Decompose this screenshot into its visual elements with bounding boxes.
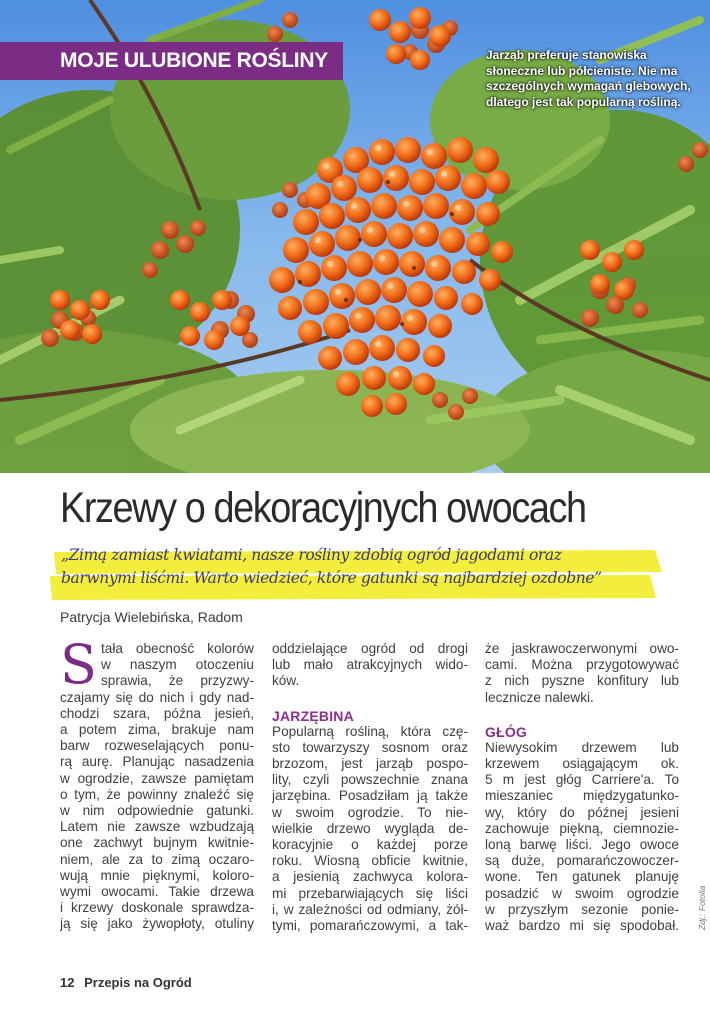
- text-line: i, w zależności od odmiany, żół-: [272, 901, 468, 917]
- text-line: Latem nie zawsze wzbudzają: [60, 819, 254, 835]
- text-line: brzozom, jest jarząb pospo-: [272, 756, 468, 772]
- text-line: o tym, że powinny znaleźć się: [60, 786, 254, 802]
- text-line: lub mało atrakcyjnych wido-: [272, 657, 468, 673]
- text-line: a potem zima, brakuje nam: [60, 722, 254, 738]
- text-line: loną barwę liści. Jego owoce: [485, 837, 679, 853]
- magazine-name: Przepis na Ogród: [84, 975, 192, 990]
- text-line: Niewysokim drzewem lub: [485, 739, 679, 755]
- text-line: ków.: [272, 673, 300, 689]
- text-line: i krzewy doskonale sprawdza-: [60, 900, 254, 916]
- page-footer: [60, 975, 192, 990]
- text-line: lity, czyli powszechnie znana: [272, 772, 468, 788]
- lead-line-1: „Zimą zamiast kwiatami, nasze rośliny zdobią ogród jagodami oraz: [61, 546, 562, 564]
- text-line: w ogrodzie, zawsze pamiętam: [60, 770, 254, 786]
- article-title: Krzewy o dekoracyjnych owocach: [60, 484, 586, 532]
- text-line: w nim odpowiednie gatunki.: [60, 803, 254, 819]
- text-line: sprawia, że przyzwy-: [101, 673, 254, 689]
- text-line: one zachwyt bujnym kwitnie-: [60, 835, 254, 851]
- text-line: w naszym otoczeniu: [101, 657, 254, 673]
- subheading-jarzebina: JARZĘBINA: [272, 707, 354, 724]
- text-line: wują mnie pięknymi, koloro-: [60, 867, 254, 883]
- column-3-text-top: [485, 641, 679, 706]
- column-3-text: [485, 740, 679, 934]
- text-line: cami. Można przygotowywać: [485, 657, 679, 673]
- article-column-2: [272, 641, 468, 934]
- text-line: są duże, pomarańczowoczer-: [485, 853, 679, 869]
- text-line: z nich pyszne konfitury lub: [485, 673, 679, 689]
- text-line: 5 m jest głóg Carriere'a. To: [485, 772, 679, 788]
- text-line: posadzić w swoim ogrodzie: [485, 885, 679, 901]
- text-line: roku. Wiosną obficie kwitnie,: [272, 853, 468, 869]
- text-line: Popularną rośliną, która czę-: [272, 723, 468, 739]
- text-line: mi przebarwiających się liści: [272, 885, 468, 901]
- article-column-3: [485, 641, 679, 934]
- lead-line-2: barwnymi liśćmi. Warto wiedzieć, które gatunki są najbardziej ozdobne”: [61, 569, 602, 587]
- column-2-text: [272, 724, 468, 935]
- drop-cap: S: [60, 633, 97, 696]
- photo-caption: Jarząb preferuje stanowiska słoneczne lub półcieniste. Nie ma szczególnych wymagań glebowych, dlatego jest tak popularną rośliną.: [486, 48, 691, 109]
- text-line: rą aurę. Planując nasadzenia: [60, 754, 254, 770]
- photo-credit: Zdj.: Fotolia: [697, 885, 707, 930]
- text-line: oddzielające ogród od drogi: [272, 641, 468, 656]
- text-line: wymi owocami. Takie drzewa: [60, 884, 254, 900]
- text-line: waż bardzo mi się spodobał.: [485, 918, 679, 934]
- page-number: 12: [60, 975, 75, 990]
- text-line: a jesienią zachwyca kolora-: [272, 869, 468, 885]
- text-line: chodzi szara, późna jesień,: [60, 705, 254, 721]
- text-line: ją się jako żywopłoty, otuliny: [60, 916, 254, 932]
- section-banner: MOJE ULUBIONE ROŚLINY: [0, 42, 343, 80]
- text-line: wone. Ten gatunek planuję: [485, 869, 679, 885]
- text-line: lecznicze nalewki.: [485, 689, 594, 705]
- text-line: mieszaniec międzygatunko-: [485, 788, 679, 804]
- article-column-1: [60, 633, 254, 933]
- subheading-glog: GŁÓG: [485, 723, 528, 740]
- text-line: barw rozweselających ponu-: [60, 738, 254, 754]
- text-line: koracyjnie o każdej porze: [272, 837, 468, 853]
- text-line: tała obecność kolorów: [101, 641, 254, 656]
- text-line: krzewem osiągającym ok.: [485, 756, 679, 772]
- text-line: czajamy się do nich i gdy nad-: [60, 689, 254, 705]
- lead-quote: [50, 544, 665, 590]
- text-line: tymi, pomarańczowymi, a tak-: [272, 918, 468, 934]
- text-line: sto towarzyszy sosnom oraz: [272, 739, 468, 755]
- text-line: niem, ale za to zimą oczaro-: [60, 851, 254, 867]
- byline: Patrycja Wielebińska, Radom: [60, 609, 243, 625]
- text-line: wielkie drzewo wygląda de-: [272, 820, 468, 836]
- text-line: że jaskrawoczerwonymi owo-: [485, 641, 679, 656]
- text-line: w swoim ogrodzie. To nie-: [272, 804, 468, 820]
- text-line: zachowuje piękną, ciemnozie-: [485, 820, 679, 836]
- column-2-text-top: [272, 641, 468, 690]
- text-line: jarzębina. Posadziłam ją także: [272, 788, 468, 804]
- text-line: w przyszłym sezonie ponie-: [485, 901, 679, 917]
- text-line: wy, który do późnej jesieni: [485, 804, 679, 820]
